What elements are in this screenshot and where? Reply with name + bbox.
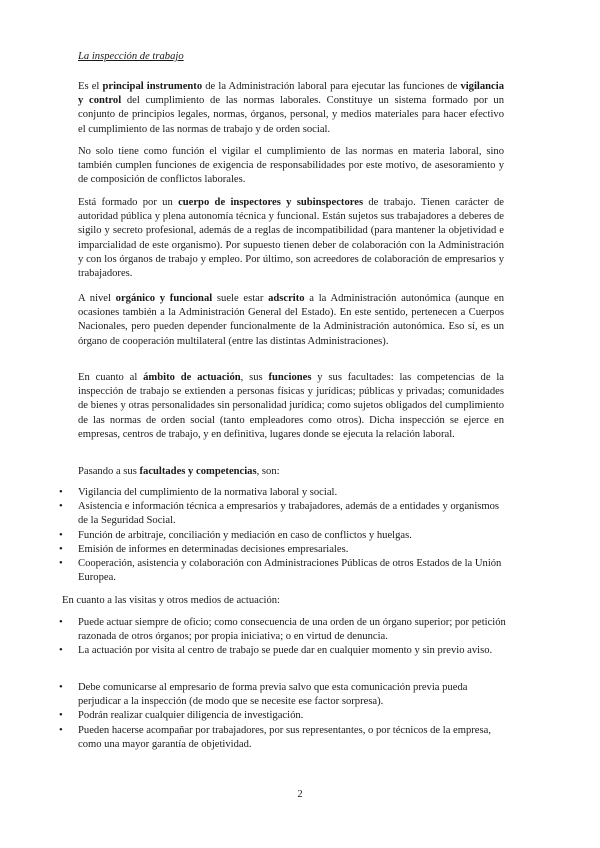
list-item: • Vigilancia del cumplimiento de la normativa laboral y social. (59, 486, 509, 500)
visits-list (59, 616, 509, 659)
bullet-icon: • (59, 558, 63, 570)
bullet-icon: • (59, 645, 63, 657)
list-item: • Asistencia e información técnica a empresarios y trabajadores, además de a entidades y organismos de la Seguridad Social. (59, 501, 500, 527)
bold-term: ámbito de actuación (143, 372, 241, 383)
bold-term: principal instrumento (102, 81, 203, 92)
bullet-icon: • (59, 529, 63, 541)
bullet-icon: • (59, 617, 63, 628)
paragraph-visits-intro: En cuanto a las visitas y otros medios de actuación: (62, 595, 280, 606)
bold-term: adscrito (268, 293, 305, 304)
bold-term: orgánico y funcional (115, 293, 213, 304)
list-item: • Podrán realizar cualquier diligencia de investigación. (59, 709, 509, 723)
bold-term: funciones (268, 372, 312, 383)
list-item: • Función de arbitraje, conciliación y mediación en caso de conflictos y huelgas. (59, 529, 509, 543)
visits-list-continued (59, 681, 509, 752)
bullet-icon: • (59, 501, 63, 513)
bold-term: vigilancia y control (78, 81, 504, 107)
paragraph-competences-intro: Pasando a sus facultades y competencias, son: (78, 466, 280, 477)
bullet-icon: • (59, 543, 63, 555)
paragraph-staff: Está formado por un cuerpo de inspectores y subinspectores de trabajo. Tienen carácter de autoridad pública y plena autonomía técnica y funcional. Están sujetos sus trabajadores a deberes de sigilo y secreto profesional, además de a reglas de incompatibilidad (para mantener la objetividad e imparcialidad de este organismo). Por supuesto tienen deber de colaboración con la Administración y con los órganos de trabajo y empleo. Por último, son acreedores de colaboración de empresarios y trabajadores. (78, 197, 504, 280)
list-item: • Cooperación, asistencia y colaboración con Administraciones Públicas de otros Estados de la Unión Europea. (59, 558, 502, 584)
paragraph-definition: Es el principal instrumento de la Administración laboral para ejecutar las funciones de vigilancia y control del cumplimiento de las normas laborales. Constituye un sistema formado por un conjunto de principios legales, normas, órganos, personal, y medios materiales para hacer efectivo el cumplimiento de las normas de trabajo y de orden social. (78, 81, 504, 135)
bold-term: cuerpo de inspectores y subinspectores (178, 197, 364, 208)
list-item: • Pueden hacerse acompañar por trabajadores, por sus representantes, o por técnicos de la empresa, como una mayor garantía de objetividad. (59, 724, 491, 750)
list-item: • Debe comunicarse al empresario de forma previa salvo que esta comunicación previa pueda perjudicar a la inspección (de modo que se necesite ese factor sorpresa). (59, 682, 468, 708)
page-number: 2 (297, 789, 303, 800)
list-item: • Puede actuar siempre de oficio; como consecuencia de una orden de un órgano superior; por petición razonada de otros órganos; por propia iniciativa; o en virtud de denuncia. (59, 617, 506, 643)
paragraph-scope: En cuanto al ámbito de actuación, sus funciones y sus facultades: las competencias de la inspección de trabajo se extienden a personas físicas y jurídicas; públicas y privadas; comunidades de bienes y otras personalidades sin personalidad jurídica; como sujetos obligados del cumplimiento de las normas de orden social (tanto empleadores como otros). Dicha inspección se ejerce en empresas, centros de trabajo, y en definitiva, lugares donde se ejecuta la relación laboral. (78, 372, 504, 440)
bullet-icon: • (59, 710, 63, 722)
section-title: La inspección de trabajo (78, 51, 184, 62)
bullet-icon: • (59, 724, 63, 736)
bullet-icon: • (59, 682, 63, 693)
paragraph-functions: No solo tiene como función el vigilar el cumplimiento de las normas en materia laboral, sino también cumplen funciones de exigencia de responsabilidades por este motivo, de asesoramiento y de composición de conflictos laborales. (78, 146, 504, 186)
competences-list (59, 486, 509, 585)
list-item: • La actuación por visita al centro de trabajo se puede dar en cualquier momento y sin previo aviso. (59, 644, 509, 658)
paragraph-organic: A nivel orgánico y funcional suele estar adscrito a la Administración autonómica (aunque en ocasiones también a la Administración General del Estado). En este sentido, pertenecen a Cuerpos Nacionales, pero pueden depender funcionalmente de la Administración autonómica. Eso sí, es un órgano de cooperación multilateral (entre las distintas Administraciones). (78, 293, 505, 347)
list-item: • Emisión de informes en determinadas decisiones empresariales. (59, 543, 509, 557)
bullet-icon: • (59, 487, 63, 498)
bold-term: facultades y competencias (139, 466, 257, 477)
